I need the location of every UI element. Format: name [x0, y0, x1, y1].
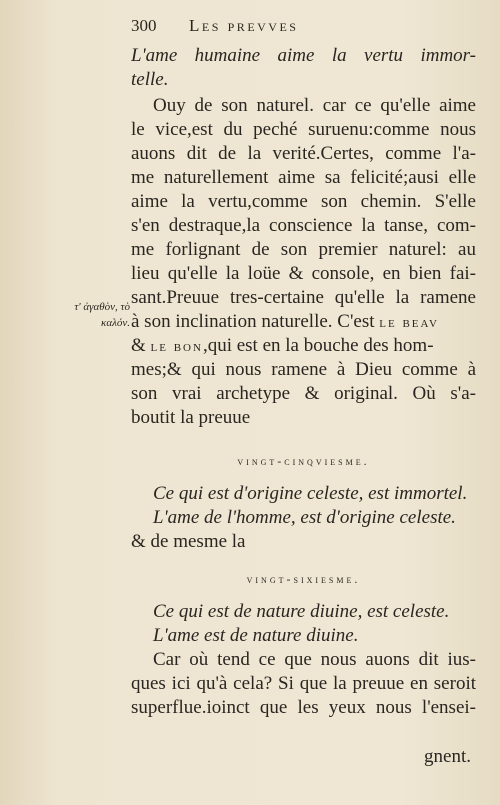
- catchword: gnent.: [424, 746, 471, 767]
- text-line: mes;& qui nous ramene à Dieu comme à: [131, 359, 476, 380]
- proposition-line: L'ame humaine aime la vertu immor-: [131, 45, 476, 66]
- text-line: & de mesme la: [131, 531, 246, 552]
- page-header: [131, 14, 476, 38]
- proposition-line: L'ame de l'homme, est d'origine celeste.: [153, 507, 456, 528]
- text-line: aime la vertu,comme son chemin. S'elle: [131, 191, 476, 212]
- text-line: superflue.ioinct que les yeux nous l'ensei-: [131, 697, 476, 718]
- closing-paragraph: [131, 648, 476, 720]
- section-heading: [131, 448, 476, 474]
- proposition-line: telle.: [131, 69, 169, 90]
- text-line: [131, 334, 476, 358]
- proposition-3: [131, 600, 476, 648]
- text-line: [131, 310, 476, 334]
- text-line: son vrai archetype & original. Où s'a-: [131, 383, 476, 404]
- text-line: ques ici qu'à cela? Si que la preuue en seroit: [131, 673, 476, 694]
- text-line-part: &: [131, 335, 146, 356]
- section-heading: [131, 566, 476, 592]
- page-number: 300: [131, 16, 157, 35]
- proposition-1: [131, 44, 476, 92]
- text-line-part: à son inclination naturelle. C'est: [131, 311, 375, 332]
- text-line: boutit la preuue: [131, 407, 251, 428]
- text-line: Ouy de son naturel. car ce qu'elle aime: [153, 95, 476, 116]
- proposition-line: Ce qui est de nature diuine, est celeste.: [153, 601, 450, 622]
- body-paragraph: [131, 94, 476, 430]
- smallcaps-term: le beav: [379, 315, 439, 331]
- margin-note: τ' ἀγαθὸν, τὸ καλόν.: [74, 301, 130, 329]
- text-line: le vice,est du peché suruenu:comme nous: [131, 119, 476, 140]
- text-line: lieu qu'elle la loüe & console, en bien fai-: [131, 263, 476, 284]
- text-line: me forlignant de son premier naturel: au: [131, 239, 476, 260]
- heading-text: vingt-cinqviesme.: [237, 454, 370, 468]
- smallcaps-term: le bon: [150, 339, 203, 355]
- text-line: Car où tend ce que nous auons dit ius-: [153, 649, 476, 670]
- running-head: Les prevves: [189, 16, 299, 35]
- text-line-part: ,qui est en la bouche des hom-: [202, 335, 434, 356]
- heading-text: vingt-sixiesme.: [246, 572, 361, 586]
- text-line: auons dit de la verité.Certes, comme l'a-: [131, 143, 476, 164]
- proposition-2: [131, 482, 476, 554]
- text-line: s'en destraque,la conscience la tanse, com-: [131, 215, 476, 236]
- proposition-line: L'ame est de nature diuine.: [153, 625, 359, 646]
- text-line: sant.Preuue tres-certaine qu'elle la ramene: [131, 287, 476, 308]
- text-line: me naturellement aime sa felicité;ausi elle: [131, 167, 476, 188]
- proposition-line: Ce qui est d'origine celeste, est immortel.: [153, 483, 468, 504]
